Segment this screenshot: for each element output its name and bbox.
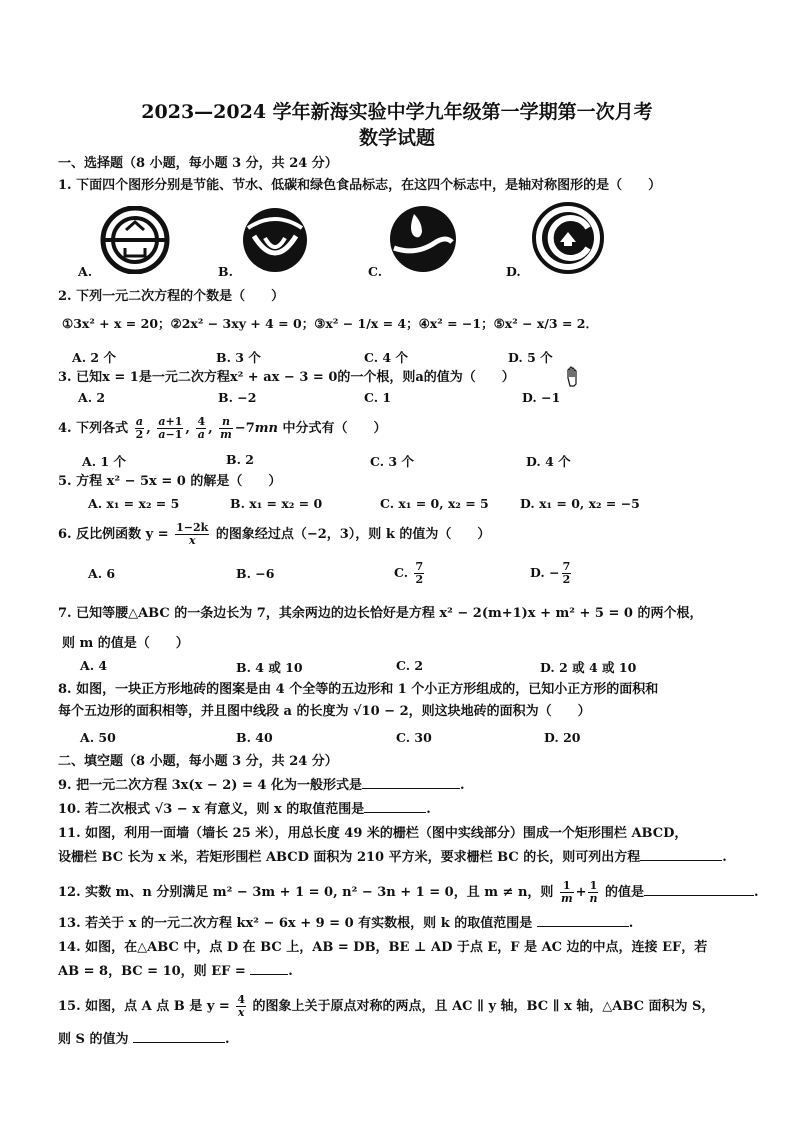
q12-answer-blank[interactable] [644, 895, 754, 896]
green-food-logo [530, 202, 606, 274]
q10-stem: 10. 若二次根式 √3 − x 有意义，则 x 的取值范围是 . [58, 802, 431, 817]
q12-stem: 12. 实数 m、n 分别满足 m² − 3m + 1 = 0, n² − 3n + 1 = 0，且 m ≠ n，则 $\frac{1}{m}$ + $\frac{1}{n}$ 的值是 . [58, 879, 759, 905]
q5-stem: 5. 方程 x² − 5x = 0 的解是（ ） [58, 474, 282, 489]
q2-option-d: D. 5 个 [508, 350, 553, 365]
q15-post: 的图象上关于原点对称的两点，且 AC ∥ y 轴，BC ∥ x 轴，△ABC 面积为 S， [252, 999, 715, 1014]
q11-line1: 11. 如图，利用一面墙（墙长 25 米），用总长度 49 米的栅栏（图中实线部分）围成一个矩形围栏 ABCD， [58, 826, 688, 841]
q6-option-c-label: C. [394, 565, 409, 580]
q12-frac-n: $\frac{1}{n}$ [589, 879, 598, 905]
q4-stem-pre: 4. 下列各式 [58, 421, 129, 436]
q15-line2: 则 S 的值为 . [58, 1032, 230, 1047]
low-carbon-logo [386, 204, 460, 274]
q7-option-a: A. 4 [80, 658, 108, 673]
q4-option-c: C. 3 个 [370, 454, 414, 469]
q9-answer-blank[interactable] [362, 788, 460, 789]
q10-text: 10. 若二次根式 √3 − x 有意义，则 x 的取值范围是 [58, 802, 365, 817]
q2-option-a: A. 2 个 [72, 350, 116, 365]
q3-option-b: B. −2 [218, 390, 257, 405]
q8-option-c: C. 30 [396, 730, 432, 745]
q6-stem-pre: 6. 反比例函数 y = [58, 527, 169, 542]
q4-stem: 4. 下列各式 $\frac{a}{2}$ , $\frac{a+1}{a-1}$ , $\frac{4}{a}$ , $\frac{n}{m}$ −7mn 中分式有（ ） [58, 415, 387, 441]
q6-stem-post: 的图象经过点（−2，3），则 k 的值为（ ） [215, 527, 491, 542]
q15-pre: 15. 如图，点 A 点 B 是 y = [58, 999, 230, 1014]
q12-post: 的值是 [605, 885, 645, 900]
q9-stem: 9. 把一元二次方程 3x(x − 2) = 4 化为一般形式是 . [58, 778, 465, 793]
q6-option-d-frac: $\frac{7}{2}$ [562, 560, 571, 586]
exam-subtitle: 数学试题 [358, 127, 435, 149]
q5-option-d: D. x₁ = 0, x₂ = −5 [520, 496, 640, 511]
q1-option-a: A. [78, 264, 93, 279]
q4-stem-post: 中分式有（ ） [282, 421, 387, 436]
q15-stem [58, 992, 714, 1022]
q1-stem: 1. 下面四个图形分别是节能、节水、低碳和绿色食品标志，在这四个标志中，是轴对称图形的是（ ） [58, 178, 662, 193]
q13-stem: 13. 若关于 x 的一元二次方程 kx² − 6x + 9 = 0 有实数根，则 k 的取值范围是 . [58, 916, 634, 931]
q6-option-d: D. − $\frac{7}{2}$ [530, 560, 571, 586]
section-fill-heading: 二、填空题（8 小题，每小题 3 分，共 24 分） [58, 754, 338, 769]
q2-equations: ①3x² + x = 20；②2x² − 3xy + 4 = 0；③x² − 1/x = 4；④x² = −1；⑤x² − x/3 = 2． [62, 316, 598, 331]
q15-answer-blank[interactable] [133, 1042, 225, 1043]
water-saving-logo [238, 206, 312, 274]
q3-stem: 3. 已知x = 1是一元二次方程x² + ax − 3 = 0的一个根，则a的值为（ ） [58, 370, 515, 385]
q2-stem: 2. 下列一元二次方程的个数是（ ） [58, 289, 285, 304]
q11-answer-blank[interactable] [640, 860, 722, 861]
q14-line2-text: AB = 8，BC = 10，则 EF = [58, 964, 246, 979]
q3-option-a: A. 2 [78, 390, 106, 405]
q1-option-d: D. [506, 264, 521, 279]
q4-frac-4-a: $\frac{4}{a}$ [197, 415, 206, 441]
q6-frac: $\frac{1-2k}{x}$ [176, 521, 209, 547]
q4-frac-a-2: $\frac{a}{2}$ [135, 415, 144, 441]
q5-option-a: A. x₁ = x₂ = 5 [88, 496, 180, 511]
q14-answer-blank[interactable] [250, 974, 288, 975]
section-choice-heading: 一、选择题（8 小题，每小题 3 分，共 24 分） [58, 156, 338, 171]
q13-answer-blank[interactable] [537, 926, 629, 927]
q5-option-b: B. x₁ = x₂ = 0 [230, 496, 323, 511]
q2-option-b: B. 3 个 [216, 350, 261, 365]
energy-saving-logo [98, 206, 172, 274]
q7-option-b: B. 4 或 10 [236, 660, 303, 675]
q8-stem: 8. 如图，一块正方形地砖的图案是由 4 个全等的五边形和 1 个小正方形组成的，已知小正方形的面积和 [58, 682, 659, 697]
q11-line2-text: 设栅栏 BC 长为 x 米，若矩形围栏 ABCD 面积为 210 平方米，要求栅栏 BC 的长，则可列出方程 [58, 850, 641, 865]
q4-option-b: B. 2 [226, 452, 254, 467]
q3-option-d: D. −1 [522, 390, 561, 405]
q7-stem: 7. 已知等腰△ABC 的一条边长为 7，其余两边的边长恰好是方程 x² − 2(m+1)x + m² + 5 = 0 的两个根， [58, 606, 703, 621]
q7-option-c: C. 2 [396, 658, 424, 673]
q8-option-a: A. 50 [80, 730, 116, 745]
q10-answer-blank[interactable] [364, 812, 426, 813]
q1-option-c: C. [368, 264, 383, 279]
q8-option-b: B. 40 [236, 730, 273, 745]
q12-frac-m: $\frac{1}{m}$ [560, 879, 573, 905]
q14-line2: AB = 8，BC = 10，则 EF = . [58, 964, 293, 979]
q8-stem2: 每个五边形的面积相等，并且图中线段 a 的长度为 √10 − 2，则这块地砖的面积为（ ） [58, 704, 591, 719]
q13-text: 13. 若关于 x 的一元二次方程 kx² − 6x + 9 = 0 有实数根，则 k 的取值范围是 [58, 916, 533, 931]
q8-option-d: D. 20 [544, 730, 581, 745]
q11-line2: 设栅栏 BC 长为 x 米，若矩形围栏 ABCD 面积为 210 平方米，要求栅栏 BC 的长，则可列出方程 . [58, 850, 727, 865]
q6-stem [58, 520, 490, 550]
pointer-hand-icon [564, 366, 584, 388]
q12-pre: 12. 实数 m、n 分别满足 m² − 3m + 1 = 0, n² − 3n + 1 = 0，且 m ≠ n，则 [58, 885, 554, 900]
q6-option-c-frac: $\frac{7}{2}$ [415, 560, 424, 586]
q4-frac-a1: $\frac{a+1}{a-1}$ [158, 415, 183, 441]
q7-option-d: D. 2 或 4 或 10 [540, 660, 637, 675]
q6-option-c [394, 558, 426, 588]
q1-option-b: B. [218, 264, 233, 279]
q9-text: 9. 把一元二次方程 3x(x − 2) = 4 化为一般形式是 [58, 778, 362, 793]
q15-line2-text: 则 S 的值为 [58, 1032, 129, 1047]
q14-line1: 14. 如图，在△ABC 中，点 D 在 BC 上，AB = DB，BE ⊥ AD 于点 E，F 是 AC 边的中点，连接 EF，若 [58, 940, 708, 955]
q6-option-d-label: D. [530, 565, 545, 580]
q5-option-c: C. x₁ = 0, x₂ = 5 [380, 496, 489, 511]
q2-option-c: C. 4 个 [364, 350, 408, 365]
q4-frac-n-m: $\frac{n}{m}$ [220, 415, 232, 441]
q4-option-a: A. 1 个 [82, 454, 126, 469]
q6-option-a: A. 6 [88, 566, 116, 581]
q4-option-d: D. 4 个 [526, 454, 571, 469]
q7-stem2: 则 m 的值是（ ） [62, 636, 189, 651]
q15-frac: $\frac{4}{x}$ [237, 993, 246, 1019]
exam-title: 2023—2024 学年新海实验中学九年级第一学期第一次月考 [141, 101, 653, 123]
q3-option-c: C. 1 [364, 390, 392, 405]
q6-option-b: B. −6 [236, 566, 275, 581]
